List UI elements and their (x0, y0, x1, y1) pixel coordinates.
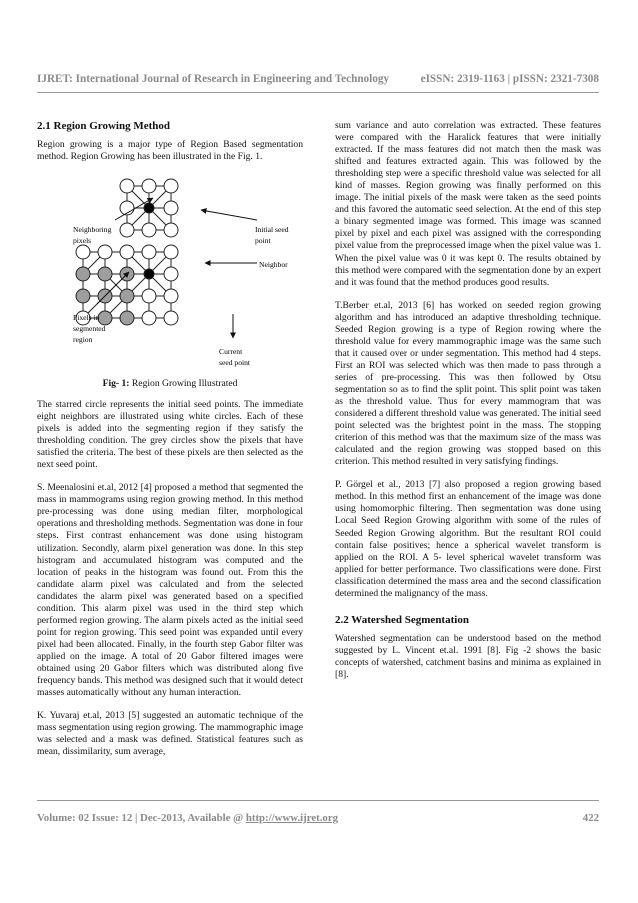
region-node (98, 311, 112, 325)
neighbor-node (142, 245, 156, 259)
label-current-seed-1: Current (219, 347, 243, 356)
label-neighboring-pixels-2: pixels (73, 236, 92, 245)
neighbor-node (164, 201, 178, 215)
figure-caption-label: Fig- 1: (102, 378, 130, 389)
neighbor-node (142, 179, 156, 193)
region-growing-figure (37, 176, 303, 376)
paragraph: sum variance and auto correlation was extracted. These features were compared with the Haralick features that were initially extracted. If the mass features did not match then the mask was shifted and features extracted again. This was followed by the thresholding step were a specific threshold value was selected for all kind of masses. Region growing was finally performed on this image. The initial pixels of the mask were taken as the seed points and this favored the automatic seed selection. At the end of this step a binary segmented image was formed. This image was scanned pixel by pixel and each pixel was assigned with the corresponding pixel value from the preprocessed image when the pixel value was 1. When the pixel value was 0 it was kept 0. The results obtained by this method were compared with the segmentation done by an expert and it was found that the method produces good results. (335, 120, 601, 288)
region-node (76, 289, 90, 303)
neighbor-node (76, 245, 90, 259)
page-number: 422 (582, 812, 599, 824)
paragraph: P. Görgel et al., 2013 [7] also proposed a region growing based method. In this method first an enhancement of the image was done using homomorphic filtering. Then segmentation was done using Local Seed Region Growing algorithm with some of the rules of Seeded Region Growing algorithm. But the resultant ROI could contain false positives; hence a spherical wavelet transform is applied on the ROI. A 5- level spherical wavelet transform was applied for better performance. Two classifications were done. First classification determined the mass area and the second classification determined the malignancy of the mass. (335, 479, 601, 599)
volume-text: Volume: 02 Issue: 12 | Dec-2013, Available @ (37, 812, 246, 824)
paragraph: Region growing is a major type of Region Based segmentation method. Region Growing has been illustrated in the Fig. 1. (37, 139, 303, 163)
seed-node (144, 269, 154, 279)
neighbor-node (98, 245, 112, 259)
paragraph: The starred circle represents the initial seed points. The immediate eight neighbors are illustrated using white circles. Each of these pixels is added into the segmenting region if they satisfy the thresholding condition. The grey circles show the pixels that have satisfied the criteria. The best of these pixels are then selected as the next seed point. (37, 399, 303, 471)
header-rule (37, 92, 599, 93)
neighbor-node (164, 179, 178, 193)
label-neighboring-pixels-1: Neighboring (73, 225, 112, 234)
neighbor-node (142, 311, 156, 325)
left-column (37, 120, 303, 174)
neighbor-node (120, 223, 134, 237)
section-heading-2-2: 2.2 Watershed Segmentation (335, 613, 469, 626)
volume-info (37, 812, 338, 824)
neighbor-node (120, 179, 134, 193)
region-node (120, 311, 134, 325)
label-neighbor: Neighbor (259, 260, 288, 269)
figure-caption (37, 378, 303, 389)
paragraph: K. Yuvaraj et.al, 2013 [5] suggested an automatic technique of the mass segmentation using region growing. The mammographic image was selected and a mask was defined. Statistical features such as mean, dissimilarity, sum average, (37, 710, 303, 758)
label-initial-seed-1: Initial seed (255, 225, 289, 234)
label-initial-seed-2: point (255, 236, 271, 245)
figure-caption-text: Region Growing Illustrated (131, 378, 238, 389)
region-node (98, 267, 112, 281)
issn: eISSN: 2319-1163 | pISSN: 2321-7308 (420, 73, 599, 85)
paragraph: Watershed segmentation can be understood based on the method suggested by L. Vincent et.al. 1991 [8]. Fig -2 shows the basic concepts of watershed, catchment basins and minima as explained in [8]. (335, 632, 601, 680)
neighbor-node (164, 267, 178, 281)
left-column-body (37, 399, 303, 769)
region-node (76, 267, 90, 281)
footer-rule (37, 800, 599, 801)
journal-name: IJRET: International Journal of Research in Engineering and Technology (37, 73, 390, 85)
running-header (37, 73, 599, 85)
label-pixels-in-region-1: Pixels in (73, 313, 100, 322)
neighbor-node (164, 245, 178, 259)
running-footer (37, 812, 599, 824)
label-current-seed-2: seed point (219, 358, 251, 367)
section-heading-2-1: 2.1 Region Growing Method (37, 120, 171, 132)
journal-link[interactable]: http://www.ijret.org (245, 812, 339, 824)
arrow-initial-seed (201, 210, 257, 220)
neighbor-node (142, 223, 156, 237)
neighbor-node (142, 289, 156, 303)
neighbor-node (164, 223, 178, 237)
paragraph: T.Berber et.al, 2013 [6] has worked on seeded region growing algorithm and has introduced an adaptive thresholding technique. Seeded Region growing is a type of Region rowing where the threshold value for every mammographic image was the same such that it caused over or under segmentation. This method had 4 steps. First an ROI was selected which was then made to pass through a series of pre-processing. This was then followed by Otsu segmentation so as to find the split point. This split point was taken as the threshold value. Thus for every mammogram that was considered a different threshold value was generated. The initial seed point selected was the brightest point in the mass. The stopping criterion of this method was that the maximum size of the mass was calculated and the region growing was stopped based on this criterion. This method resulted in very satisfying findings. (335, 299, 601, 468)
neighbor-node (164, 311, 178, 325)
neighbor-node (120, 245, 134, 259)
right-column (335, 120, 601, 692)
seed-node (144, 203, 154, 213)
region-node (120, 289, 134, 303)
label-pixels-in-region-2: segmented (73, 324, 106, 333)
label-pixels-in-region-3: region (73, 335, 93, 344)
paragraph: S. Meenalosini et.al, 2012 [4] proposed a method that segmented the mass in mammograms using region growing method. In this method pre-processing was done using median filter, morphological operations and thresholding methods. Segmentation was done in four steps. First contrast enhancement was done using histogram utilization. Secondly, alarm pixel generation was done. In this step histogram and accumulated histogram was computed and the location of peaks in the histogram was found out. From this the candidate alarm pixel was calculated and from the selected candidates the alarm pixel was generated based on a specified condition. This alarm pixel was used in the third step which performed region growing. The alarm pixels acted as the initial seed point for region growing. This seed point was expanded until every pixel had been allocated. Finally, in the fourth step Gabor filter was applied on the image. A total of 20 Gabor filtered images were obtained using 20 Gabor filters which was distributed along five frequency bands. This method was designed such that it would detect masses automatically without any human interaction. (37, 482, 303, 699)
neighbor-node (164, 289, 178, 303)
